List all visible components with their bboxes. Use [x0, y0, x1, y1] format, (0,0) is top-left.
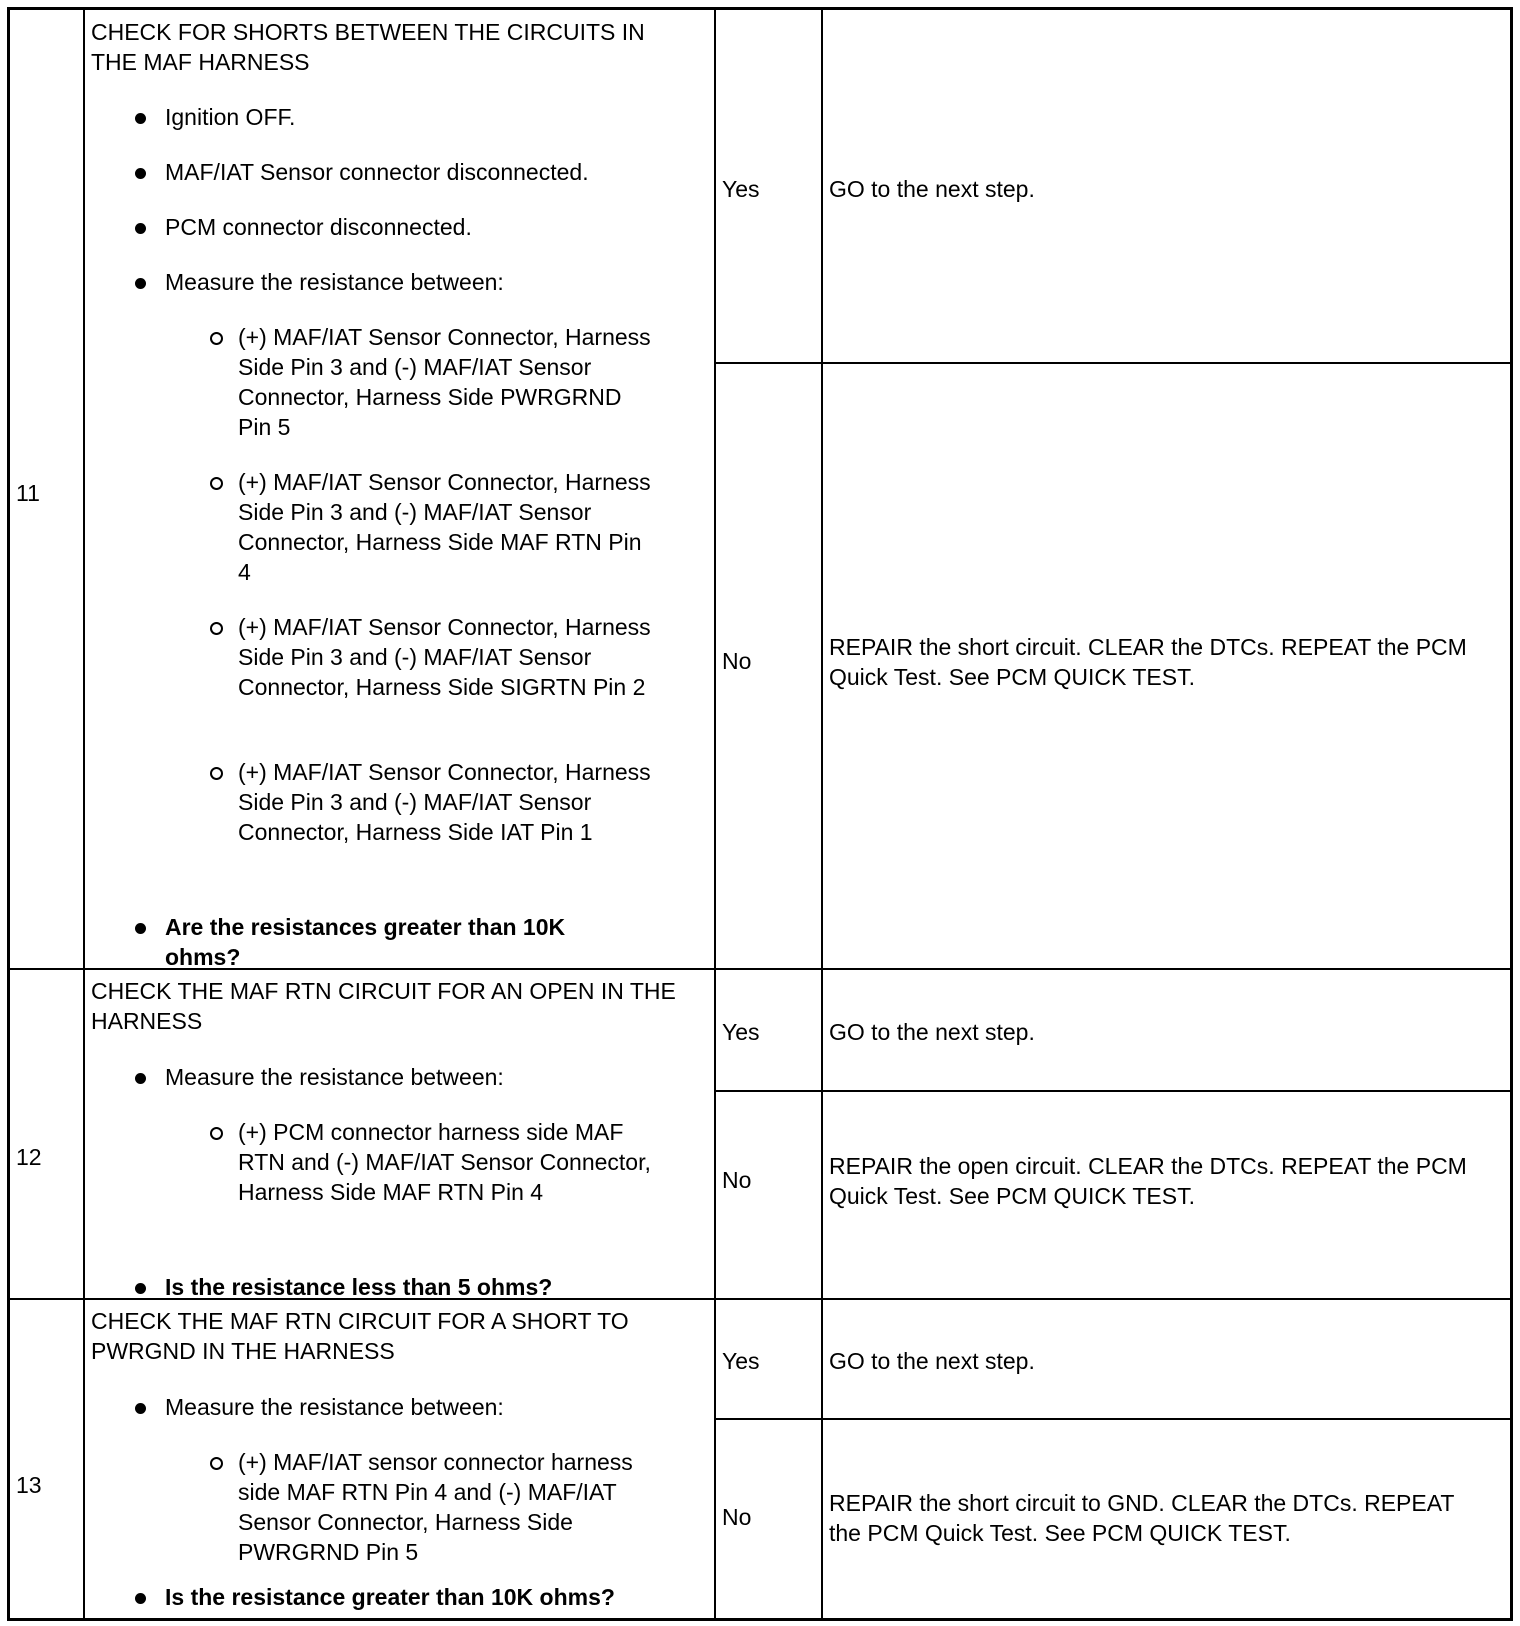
yes-action-cell — [823, 970, 1510, 1090]
bullet-icon — [135, 278, 146, 289]
bullet-icon — [135, 1283, 146, 1294]
step-procedure: CHECK FOR SHORTS BETWEEN THE CIRCUITS IN THE MAF HARNESS Ignition OFF. MAF/IAT Sensor connector disconnected. PCM connector disconnected. Measure the resistance between: (+) MAF/IAT Sensor Connector, Harness Side Pin 3 and (-) MAF/IAT Sensor Connector, Harness Side PWRGRND Pin 5 (+) MAF/IAT Sensor Connector, Harness Side Pin 3 and (-) MAF/IAT Sensor Connector, Harness Side MAF RTN Pin 4 (+) MAF/IAT Sensor Connector, Harness Side Pin 3 and (-) MAF/IAT Sensor Connector, Harness Side SIGRTN Pin 2 (+) MAF/IAT Sensor Connector, Harness Side Pin 3 and (-) MAF/IAT Sensor Connector, Harness Side IAT Pin 1 Are the resistances greater than 10K ohms? — [85, 10, 714, 968]
no-label: No — [722, 1504, 752, 1530]
step-number: 11 — [16, 480, 40, 506]
no-answer-cell — [716, 1420, 821, 1618]
bullet-icon — [135, 923, 146, 934]
step-title: CHECK THE MAF RTN CIRCUIT FOR AN OPEN IN THE HARNESS — [91, 978, 676, 1034]
step-number: 13 — [16, 1472, 42, 1498]
circle-bullet-icon — [210, 477, 223, 490]
no-answer-cell — [716, 1092, 821, 1298]
yes-action-cell — [823, 1300, 1510, 1418]
bullet-icon — [135, 113, 146, 124]
no-action-cell — [823, 1420, 1510, 1618]
no-action-cell — [823, 1092, 1510, 1298]
step-row — [10, 1300, 1510, 1618]
bullet-icon — [135, 1593, 146, 1604]
yes-label: Yes — [722, 176, 760, 202]
circle-bullet-icon — [210, 332, 223, 345]
no-action-cell — [823, 364, 1510, 968]
step-row — [10, 970, 1510, 1298]
yes-answer-cell — [716, 10, 821, 362]
circle-bullet-icon — [210, 1457, 223, 1470]
step-procedure: CHECK THE MAF RTN CIRCUIT FOR AN OPEN IN THE HARNESS Measure the resistance between: (+) PCM connector harness side MAF RTN and (-) MAF/IAT Sensor Connector, Harness Side MAF RTN Pin 4 Is the resistance less than 5 ohms? — [85, 970, 714, 1298]
yes-label: Yes — [722, 1019, 760, 1045]
yes-action: GO to the next step. — [829, 1348, 1035, 1374]
circle-bullet-icon — [210, 622, 223, 635]
yes-label: Yes — [722, 1348, 760, 1374]
no-answer-cell — [716, 364, 821, 968]
yes-action: GO to the next step. — [829, 1019, 1035, 1045]
no-label: No — [722, 1167, 752, 1193]
circle-bullet-icon — [210, 1127, 223, 1140]
step-row — [10, 10, 1510, 968]
bullet-icon — [135, 223, 146, 234]
step-number: 12 — [16, 1144, 42, 1170]
step-procedure: CHECK THE MAF RTN CIRCUIT FOR A SHORT TO PWRGND IN THE HARNESS Measure the resistance between: (+) MAF/IAT sensor connector harness side MAF RTN Pin 4 and (-) MAF/IAT Sensor Connector, Harness Side PWRGRND Pin 5 Is the resistance greater than 10K ohms? — [85, 1300, 714, 1618]
bullet-icon — [135, 168, 146, 179]
yes-answer-cell — [716, 1300, 821, 1418]
circle-bullet-icon — [210, 767, 223, 780]
yes-action: GO to the next step. — [829, 176, 1035, 202]
no-label: No — [722, 648, 752, 674]
bullet-icon — [135, 1073, 146, 1084]
bullet-icon — [135, 1403, 146, 1414]
step-title: CHECK THE MAF RTN CIRCUIT FOR A SHORT TO PWRGND IN THE HARNESS — [91, 1308, 629, 1364]
no-action: REPAIR the short circuit to GND. CLEAR the DTCs. REPEAT the PCM Quick Test. See PCM QUICK TEST. — [829, 1490, 1455, 1546]
diagnostic-table — [7, 7, 1513, 1621]
no-action: REPAIR the short circuit. CLEAR the DTCs. REPEAT the PCM Quick Test. See PCM QUICK TEST. — [829, 634, 1467, 690]
no-action: REPAIR the open circuit. CLEAR the DTCs. REPEAT the PCM Quick Test. See PCM QUICK TEST. — [829, 1153, 1467, 1209]
yes-answer-cell — [716, 970, 821, 1090]
yes-action-cell — [823, 10, 1510, 362]
step-title: CHECK FOR SHORTS BETWEEN THE CIRCUITS IN THE MAF HARNESS — [91, 19, 645, 75]
